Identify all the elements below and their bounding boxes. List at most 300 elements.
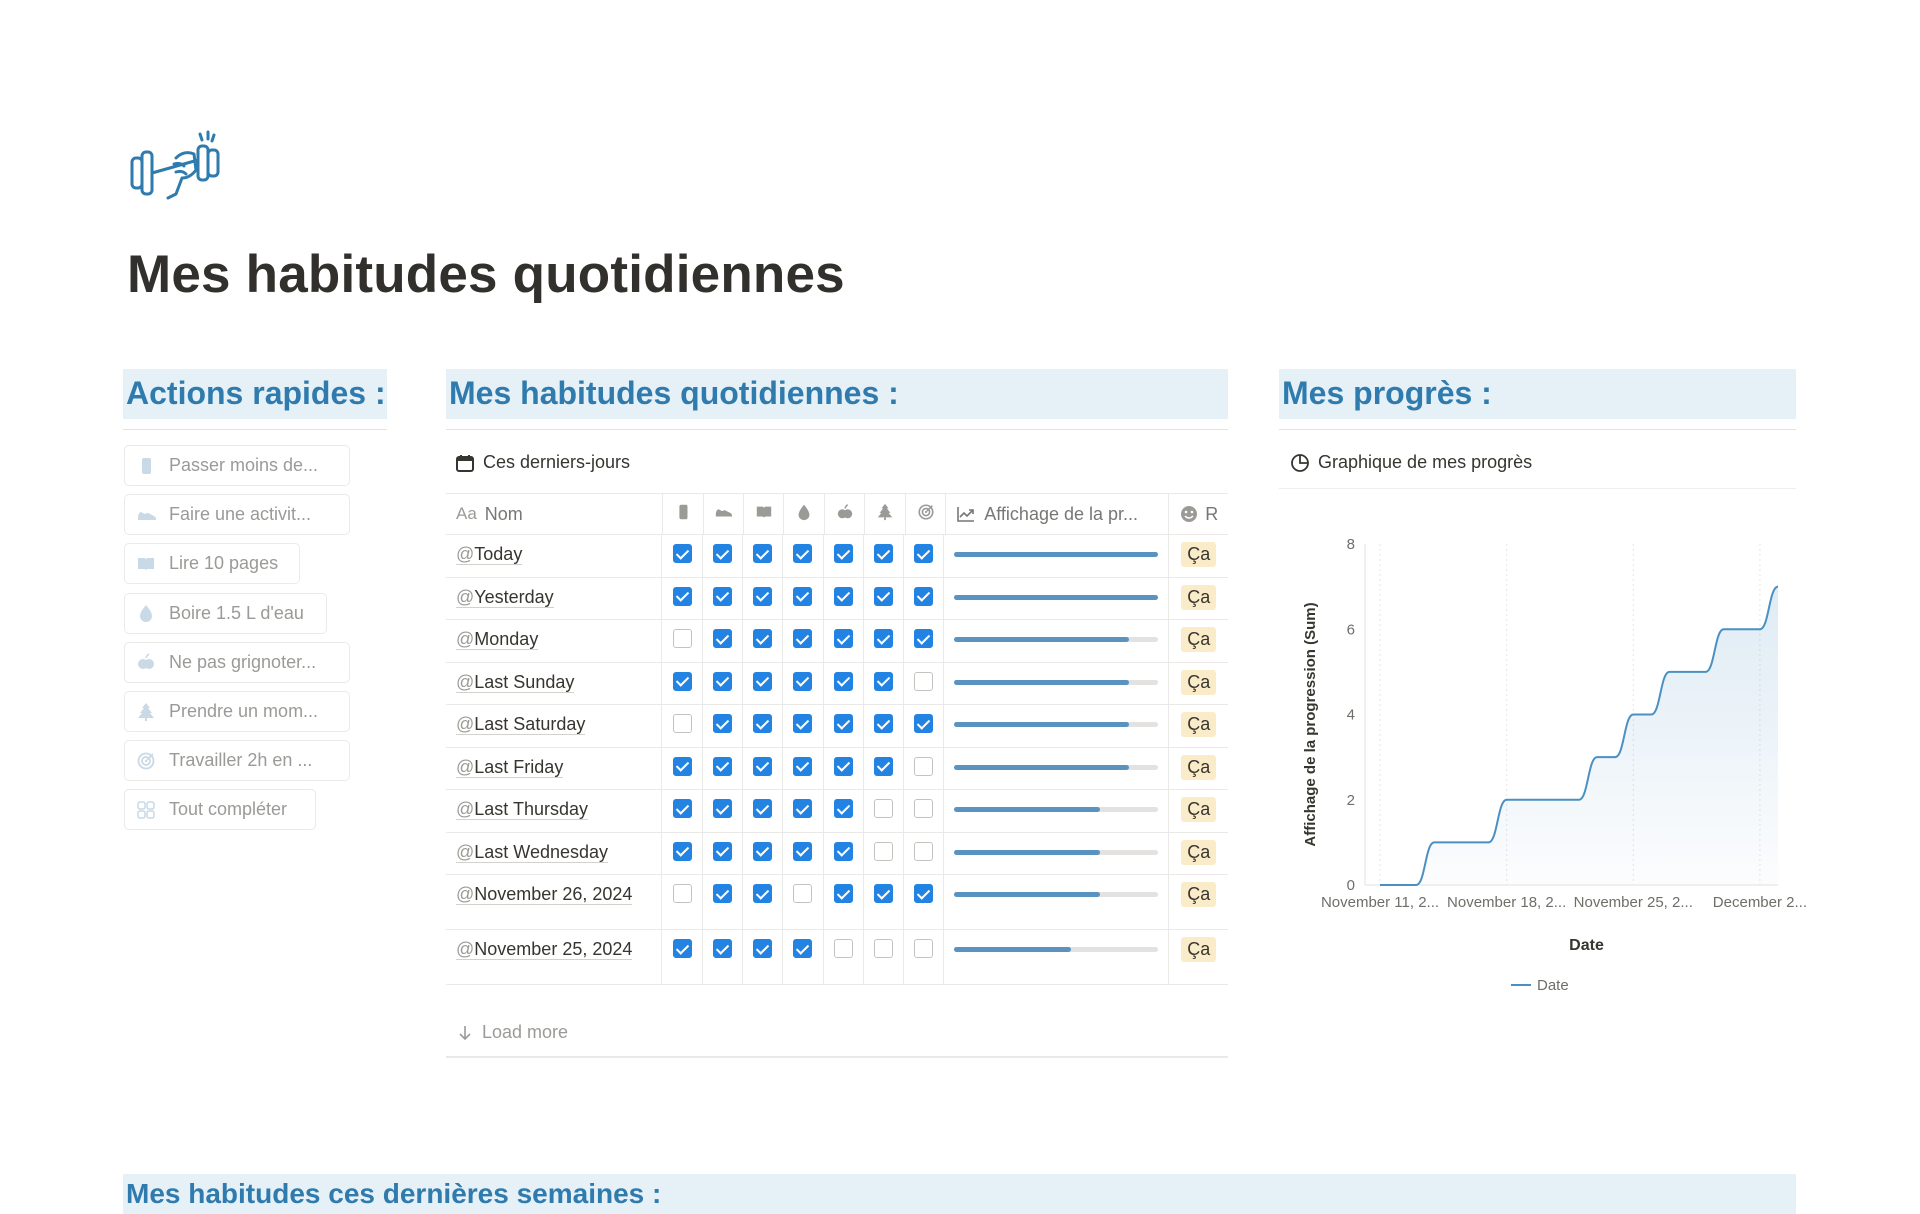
x-axis-label: Date — [1569, 937, 1604, 954]
habit-checkbox-cell[interactable] — [703, 705, 743, 747]
row-name-cell[interactable] — [446, 930, 662, 984]
mood-cell[interactable] — [1169, 833, 1228, 875]
habit-checkbox-cell[interactable] — [662, 535, 702, 577]
habit-checkbox-cell[interactable] — [662, 930, 702, 984]
row-name-cell[interactable] — [446, 578, 662, 620]
habit-checkbox-cell[interactable] — [904, 748, 944, 790]
habit-checkbox-cell[interactable] — [904, 535, 944, 577]
habit-checkbox-cell[interactable] — [783, 790, 823, 832]
quick-action-button[interactable] — [124, 740, 350, 781]
habit-checkbox-cell[interactable] — [662, 705, 702, 747]
habit-checkbox[interactable] — [834, 672, 853, 691]
habit-checkbox-cell[interactable] — [824, 875, 864, 929]
mood-cell[interactable] — [1169, 535, 1228, 577]
habit-checkbox-cell[interactable] — [703, 930, 743, 984]
habit-checkbox[interactable] — [834, 629, 853, 648]
row-name-cell[interactable] — [446, 663, 662, 705]
progress-bar-fill — [954, 722, 1129, 727]
table-row[interactable] — [446, 663, 1228, 706]
habit-checkbox[interactable] — [793, 629, 812, 648]
trend-chart-icon — [956, 505, 976, 523]
habit-checkbox-cell[interactable] — [864, 790, 904, 832]
mood-tag: Ça — [1181, 755, 1216, 780]
mood-tag: Ça — [1181, 627, 1216, 652]
habit-checkbox-cell[interactable] — [703, 790, 743, 832]
mood-tag: Ça — [1181, 712, 1216, 737]
progress-bar — [954, 765, 1158, 770]
progress-bar — [954, 552, 1158, 557]
habit-checkbox-cell[interactable] — [783, 578, 823, 620]
habit-checkbox-cell[interactable] — [864, 930, 904, 984]
y-tick-label: 4 — [1346, 706, 1355, 724]
y-tick-label: 2 — [1346, 791, 1355, 809]
habit-checkbox-cell[interactable] — [783, 930, 823, 984]
quick-action-label: Boire 1.5 L d'eau — [169, 602, 304, 623]
habit-checkbox-cell[interactable] — [703, 833, 743, 875]
progress-bar — [954, 595, 1158, 600]
at-symbol: @ — [456, 884, 475, 904]
mood-tag: Ça — [1181, 840, 1216, 865]
habit-checkbox[interactable] — [713, 587, 732, 606]
habit-checkbox[interactable] — [914, 799, 933, 818]
progress-bar — [954, 722, 1158, 727]
habit-checkbox[interactable] — [793, 939, 812, 958]
mood-cell[interactable] — [1169, 875, 1228, 929]
habit-checkbox[interactable] — [753, 939, 772, 958]
row-name-cell[interactable] — [446, 875, 662, 929]
text-type-icon: Aa — [456, 504, 477, 523]
habit-checkbox-cell[interactable] — [743, 663, 783, 705]
habit-checkbox[interactable] — [914, 757, 933, 776]
progress-bar-fill — [954, 850, 1100, 855]
date-mention-link[interactable] — [456, 799, 588, 820]
sneaker-icon — [714, 503, 732, 526]
book-icon — [755, 503, 773, 526]
habit-checkbox-cell[interactable] — [904, 620, 944, 662]
habit-checkbox[interactable] — [914, 544, 933, 563]
habit-checkbox-cell[interactable] — [703, 578, 743, 620]
column-header-progress[interactable] — [946, 494, 1169, 534]
mood-cell[interactable] — [1169, 748, 1228, 790]
habit-checkbox[interactable] — [753, 629, 772, 648]
row-name-cell[interactable] — [446, 790, 662, 832]
quick-action-button[interactable] — [124, 445, 350, 486]
habit-checkbox[interactable] — [713, 757, 732, 776]
habit-checkbox-cell[interactable] — [904, 790, 944, 832]
column-header-progress-label: Affichage de la pr... — [984, 503, 1139, 524]
column-header-mood-label: R — [1205, 503, 1219, 524]
habit-checkbox-cell[interactable] — [783, 705, 823, 747]
table-row[interactable] — [446, 930, 1228, 985]
habit-checkbox[interactable] — [673, 757, 692, 776]
row-name-cell[interactable] — [446, 748, 662, 790]
x-tick-label: November 11, 2... — [1320, 894, 1440, 911]
habit-checkbox[interactable] — [834, 714, 853, 733]
at-symbol: @ — [456, 629, 475, 649]
table-row[interactable] — [446, 748, 1228, 791]
progress-cell — [944, 663, 1169, 705]
habit-checkbox-cell[interactable] — [824, 663, 864, 705]
date-mention-link[interactable] — [456, 757, 563, 778]
view-tab-recent-days[interactable] — [455, 452, 630, 473]
habit-checkbox[interactable] — [914, 629, 933, 648]
progress-bar-fill — [954, 595, 1158, 600]
table-row[interactable] — [446, 790, 1228, 833]
grid-icon — [135, 799, 157, 821]
habit-checkbox-cell[interactable] — [743, 748, 783, 790]
load-more-label: Load more — [482, 1022, 569, 1042]
habit-checkbox-cell[interactable] — [783, 748, 823, 790]
habit-checkbox-cell[interactable] — [864, 535, 904, 577]
habit-checkbox[interactable] — [793, 799, 812, 818]
habit-checkbox-cell[interactable] — [662, 875, 702, 929]
date-mention-link[interactable] — [456, 672, 574, 693]
mood-cell[interactable] — [1169, 705, 1228, 747]
quick-action-label: Passer moins de... — [169, 455, 319, 475]
date-mention-link[interactable] — [456, 629, 538, 650]
mood-tag: Ça — [1181, 882, 1216, 907]
progress-bar-fill — [954, 637, 1129, 642]
row-name: Last Saturday — [474, 714, 586, 734]
habit-checkbox-cell[interactable] — [904, 578, 944, 620]
progress-bar-fill — [954, 947, 1070, 952]
x-tick-label: November 25, 2... — [1573, 894, 1693, 911]
habit-checkbox[interactable] — [793, 884, 812, 903]
habit-checkbox-cell[interactable] — [864, 620, 904, 662]
row-name: November 26, 2024 — [474, 884, 633, 904]
quick-action-button[interactable] — [124, 543, 300, 584]
habit-checkbox[interactable] — [874, 842, 893, 861]
date-mention-link[interactable] — [456, 544, 522, 565]
phone-icon — [135, 455, 157, 477]
column-header-habit[interactable] — [663, 494, 703, 534]
quick-action-button[interactable] — [124, 642, 350, 683]
view-tab-label: Graphique de mes progrès — [1318, 452, 1533, 472]
column-header-habit[interactable] — [825, 494, 865, 534]
row-name: Last Wednesday — [474, 841, 609, 862]
habit-checkbox-cell[interactable] — [824, 930, 864, 984]
habit-checkbox-cell[interactable] — [824, 578, 864, 620]
mood-tag: Ça — [1181, 670, 1216, 695]
habit-checkbox[interactable] — [874, 884, 893, 903]
habit-checkbox[interactable] — [874, 544, 893, 563]
x-tick-label: November 18, 2... — [1447, 894, 1567, 911]
habit-checkbox-cell[interactable] — [904, 875, 944, 929]
habit-checkbox-cell[interactable] — [904, 833, 944, 875]
habit-checkbox-cell[interactable] — [703, 620, 743, 662]
habits-table — [446, 493, 1228, 985]
weeks-heading: Mes habitudes ces dernières semaines : — [123, 1174, 1796, 1214]
pie-chart-icon — [1290, 453, 1310, 473]
progress-cell — [944, 748, 1169, 790]
at-symbol: @ — [456, 799, 475, 819]
at-symbol: @ — [456, 544, 475, 564]
row-name: Last Sunday — [474, 671, 575, 692]
habit-checkbox-cell[interactable] — [783, 663, 823, 705]
habit-checkbox[interactable] — [914, 587, 933, 606]
mood-cell[interactable] — [1169, 578, 1228, 620]
habit-checkbox[interactable] — [673, 587, 692, 606]
table-row[interactable] — [446, 578, 1228, 621]
habit-checkbox-cell[interactable] — [743, 875, 783, 929]
habit-checkbox[interactable] — [673, 842, 692, 861]
date-mention-link[interactable] — [456, 842, 608, 863]
book-icon — [135, 553, 157, 575]
habit-checkbox[interactable] — [834, 799, 853, 818]
column-header-habit[interactable] — [744, 494, 784, 534]
habit-checkbox-cell[interactable] — [662, 578, 702, 620]
x-tick-label: December 2... — [1712, 894, 1808, 911]
row-name: Today — [474, 544, 523, 564]
table-row[interactable] — [446, 833, 1228, 876]
habit-checkbox[interactable] — [673, 939, 692, 958]
habit-checkbox-cell[interactable] — [783, 620, 823, 662]
quick-action-button[interactable] — [124, 691, 350, 732]
habit-checkbox-cell[interactable] — [703, 748, 743, 790]
habit-checkbox[interactable] — [753, 544, 772, 563]
page-title: Mes habitudes quotidiennes — [127, 245, 845, 304]
row-name: Yesterday — [474, 586, 554, 607]
mood-cell[interactable] — [1169, 930, 1228, 984]
progress-bar — [954, 807, 1158, 812]
date-mention-link[interactable] — [456, 587, 554, 608]
habit-checkbox[interactable] — [914, 672, 933, 691]
habit-checkbox-cell[interactable] — [743, 705, 783, 747]
date-mention-link[interactable] — [456, 884, 632, 905]
habit-checkbox[interactable] — [673, 799, 692, 818]
habit-checkbox[interactable] — [874, 672, 893, 691]
progress-bar — [954, 892, 1158, 897]
target-icon — [917, 503, 935, 526]
table-row[interactable] — [446, 875, 1228, 930]
date-mention-link[interactable] — [456, 714, 585, 735]
legend-label: Date — [1537, 977, 1569, 994]
habit-checkbox[interactable] — [834, 884, 853, 903]
habit-checkbox-cell[interactable] — [824, 705, 864, 747]
habit-checkbox-cell[interactable] — [743, 930, 783, 984]
habit-checkbox-cell[interactable] — [904, 705, 944, 747]
row-name-cell[interactable] — [446, 535, 662, 577]
table-row[interactable] — [446, 620, 1228, 663]
habit-checkbox[interactable] — [874, 939, 893, 958]
smiley-icon — [1179, 504, 1199, 524]
row-name-cell[interactable] — [446, 620, 662, 662]
habit-checkbox[interactable] — [834, 757, 853, 776]
habit-checkbox-cell[interactable] — [662, 748, 702, 790]
habit-checkbox-cell[interactable] — [864, 663, 904, 705]
y-tick-label: 6 — [1346, 621, 1355, 639]
habit-checkbox-cell[interactable] — [864, 875, 904, 929]
column-header-habit[interactable] — [865, 494, 905, 534]
habit-checkbox[interactable] — [914, 939, 933, 958]
progress-bar — [954, 850, 1158, 855]
at-symbol: @ — [456, 841, 475, 862]
progress-cell — [944, 620, 1169, 662]
habit-checkbox-cell[interactable] — [824, 748, 864, 790]
habit-checkbox-cell[interactable] — [703, 875, 743, 929]
mood-cell[interactable] — [1169, 620, 1228, 662]
divider — [1279, 488, 1796, 489]
habit-checkbox-cell[interactable] — [904, 930, 944, 984]
column-header-name[interactable] — [446, 494, 663, 534]
row-name: November 25, 2024 — [474, 939, 633, 959]
quick-action-button[interactable] — [124, 789, 316, 830]
habit-checkbox-cell[interactable] — [824, 535, 864, 577]
habit-checkbox[interactable] — [793, 587, 812, 606]
apple-icon — [836, 503, 854, 526]
divider — [123, 429, 387, 430]
habit-checkbox[interactable] — [713, 842, 732, 861]
progress-heading: Mes progrès : — [1279, 369, 1796, 419]
habit-checkbox-cell[interactable] — [743, 578, 783, 620]
mood-cell[interactable] — [1169, 790, 1228, 832]
habit-checkbox[interactable] — [914, 842, 933, 861]
progress-bar — [954, 680, 1158, 685]
habit-checkbox-cell[interactable] — [743, 833, 783, 875]
habit-checkbox[interactable] — [793, 544, 812, 563]
habit-checkbox[interactable] — [793, 672, 812, 691]
progress-cell — [944, 705, 1169, 747]
row-name-cell[interactable] — [446, 705, 662, 747]
habit-checkbox-cell[interactable] — [783, 875, 823, 929]
habit-checkbox[interactable] — [753, 714, 772, 733]
habit-checkbox[interactable] — [713, 629, 732, 648]
habit-checkbox[interactable] — [753, 842, 772, 861]
target-icon — [135, 750, 157, 772]
dumbbell-hand-icon[interactable] — [128, 128, 232, 220]
habit-checkbox-cell[interactable] — [824, 790, 864, 832]
habit-checkbox[interactable] — [874, 629, 893, 648]
water-drop-icon — [135, 602, 157, 624]
habit-checkbox[interactable] — [753, 757, 772, 776]
habit-checkbox[interactable] — [713, 939, 732, 958]
habit-checkbox-cell[interactable] — [703, 663, 743, 705]
habit-checkbox[interactable] — [713, 714, 732, 733]
divider — [446, 429, 1228, 430]
habit-checkbox-cell[interactable] — [864, 748, 904, 790]
habit-checkbox[interactable] — [874, 757, 893, 776]
load-more-button[interactable] — [458, 1022, 568, 1043]
date-mention-link[interactable] — [456, 939, 632, 960]
quick-action-label: Tout compléter — [169, 799, 288, 820]
progress-cell — [944, 875, 1169, 929]
y-axis-label: Affichage de la progression (Sum) — [1302, 602, 1319, 847]
row-name: Last Thursday — [474, 799, 589, 819]
column-header-habit[interactable] — [704, 494, 744, 534]
habit-checkbox[interactable] — [793, 714, 812, 733]
habit-checkbox[interactable] — [834, 587, 853, 606]
table-row[interactable] — [446, 535, 1228, 578]
habit-checkbox[interactable] — [753, 884, 772, 903]
habit-checkbox[interactable] — [834, 842, 853, 861]
row-name-cell[interactable] — [446, 833, 662, 875]
habit-checkbox-cell[interactable] — [662, 790, 702, 832]
row-name: Monday — [474, 629, 539, 649]
series-area — [1380, 587, 1778, 885]
habit-checkbox-cell[interactable] — [904, 663, 944, 705]
mood-cell[interactable] — [1169, 663, 1228, 705]
habit-checkbox-cell[interactable] — [662, 620, 702, 662]
column-header-mood[interactable] — [1169, 494, 1228, 534]
habit-checkbox[interactable] — [793, 757, 812, 776]
habit-checkbox-cell[interactable] — [864, 833, 904, 875]
habit-checkbox[interactable] — [914, 884, 933, 903]
water-drop-icon — [795, 503, 813, 526]
habit-checkbox[interactable] — [713, 672, 732, 691]
habit-checkbox[interactable] — [673, 544, 692, 563]
habit-checkbox-cell[interactable] — [662, 663, 702, 705]
habit-checkbox[interactable] — [914, 714, 933, 733]
mood-tag: Ça — [1181, 797, 1216, 822]
habit-checkbox[interactable] — [753, 799, 772, 818]
habit-checkbox[interactable] — [793, 842, 812, 861]
habit-checkbox[interactable] — [834, 544, 853, 563]
habit-checkbox-cell[interactable] — [743, 535, 783, 577]
habit-checkbox-cell[interactable] — [703, 535, 743, 577]
progress-bar — [954, 947, 1158, 952]
habit-checkbox[interactable] — [874, 714, 893, 733]
habit-checkbox[interactable] — [713, 884, 732, 903]
progress-cell — [944, 790, 1169, 832]
table-body — [446, 535, 1228, 985]
habit-checkbox[interactable] — [713, 799, 732, 818]
at-symbol: @ — [456, 939, 475, 959]
view-tab-label: Ces derniers-jours — [483, 452, 631, 472]
habit-checkbox-cell[interactable] — [783, 535, 823, 577]
column-header-habit[interactable] — [906, 494, 946, 534]
habit-checkbox-cell[interactable] — [783, 833, 823, 875]
progress-bar-fill — [954, 552, 1158, 557]
habit-checkbox[interactable] — [874, 799, 893, 818]
table-row[interactable] — [446, 705, 1228, 748]
habit-checkbox[interactable] — [874, 587, 893, 606]
progress-cell — [944, 930, 1169, 984]
table-header — [446, 493, 1228, 535]
habit-checkbox-cell[interactable] — [864, 705, 904, 747]
quick-action-button[interactable] — [124, 593, 327, 634]
quick-action-label: Lire 10 pages — [169, 553, 279, 574]
habit-checkbox[interactable] — [753, 672, 772, 691]
row-name: Last Friday — [474, 756, 564, 777]
column-header-habit[interactable] — [784, 494, 824, 534]
progress-cell — [944, 535, 1169, 577]
at-symbol: @ — [456, 714, 475, 734]
quick-action-label: Prendre un mom... — [169, 701, 319, 721]
habit-checkbox[interactable] — [673, 884, 692, 903]
progress-bar-fill — [954, 680, 1129, 685]
divider — [1279, 429, 1796, 430]
habit-checkbox-cell[interactable] — [824, 833, 864, 875]
quick-action-button[interactable] — [124, 494, 350, 535]
progress-line-chart[interactable] — [1279, 500, 1808, 1010]
mood-tag: Ça — [1181, 937, 1216, 962]
habit-checkbox-cell[interactable] — [662, 833, 702, 875]
habit-checkbox[interactable] — [713, 544, 732, 563]
habit-checkbox-cell[interactable] — [743, 620, 783, 662]
habit-checkbox[interactable] — [834, 939, 853, 958]
habit-checkbox[interactable] — [673, 672, 692, 691]
habit-checkbox[interactable] — [673, 629, 692, 648]
habit-checkbox-cell[interactable] — [864, 578, 904, 620]
habit-checkbox-cell[interactable] — [824, 620, 864, 662]
habit-checkbox[interactable] — [673, 714, 692, 733]
quick-action-label: Faire une activit... — [169, 504, 312, 525]
tree-icon — [135, 701, 157, 723]
habit-checkbox-cell[interactable] — [743, 790, 783, 832]
habit-checkbox[interactable] — [753, 587, 772, 606]
view-tab-progress-chart[interactable] — [1290, 452, 1532, 473]
quick-actions-heading: Actions rapides : — [123, 369, 387, 419]
